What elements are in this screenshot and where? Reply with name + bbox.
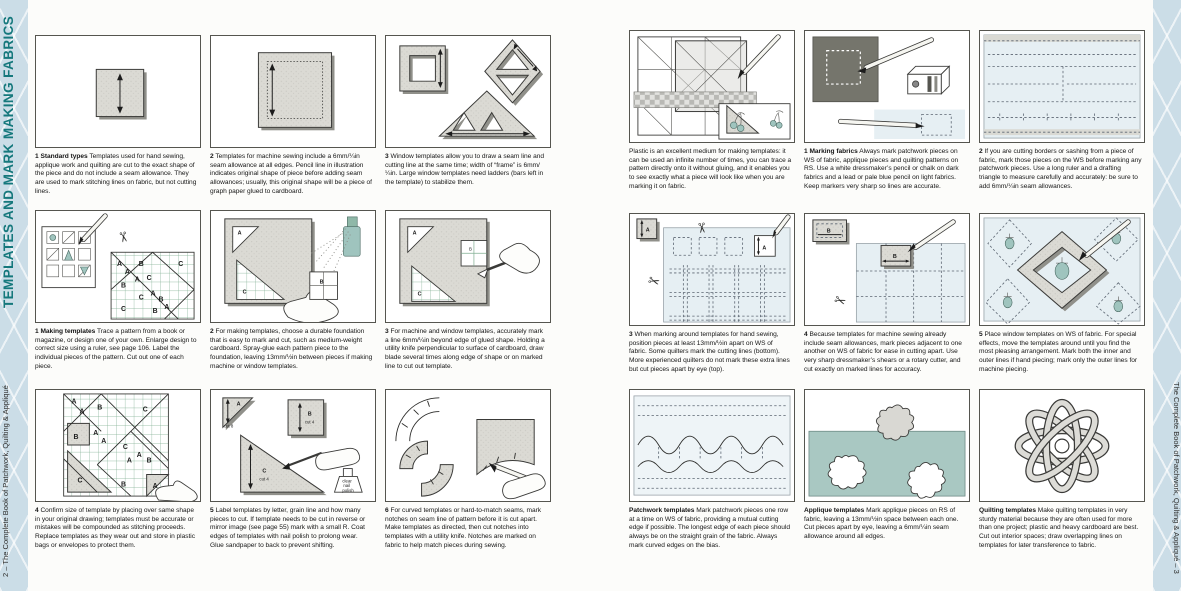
pencil-sharpener-icon (908, 66, 949, 94)
svg-text:C: C (138, 294, 144, 302)
svg-text:B: B (138, 261, 144, 269)
panel-machine-sewing-marking (804, 213, 970, 389)
caption: Plastic is an excellent medium for making templates: it can be used an infinite number of times, you can trace a pattern directly onto it without gluing, and it enables you to see exactly what a piece will look like when you are marking it on fabric. (629, 148, 792, 190)
svg-text:B: B (120, 481, 126, 489)
caption: 5 Place window templates on WS of fabric. For special effects, move the templates around until you find the most pleasing arrangement. Mark both the inner and outer lines if hand piecing; mark only the outer lines for machine piecing. (979, 331, 1138, 373)
svg-text:A: A (645, 227, 650, 234)
caption: 3 For machine and window templates, accurately mark a line 6mm/¼in beyond edge of glued shape. Holding a utility knife perpendicular to surface of cardboard, draw blade several times along edge of shape or on marked line to cut out template. (385, 328, 545, 370)
series-title: The Complete Book of Patchwork, Quilting & Appliqué (1, 385, 10, 565)
caption: 3 Window templates allow you to draw a seam line and cutting line at the same time; width of “frame” is 6mm/¼in. Large window templates need ladders (bars left in the template) to stabilize them. (385, 153, 544, 187)
svg-text:A: A (136, 451, 142, 459)
panel-marking-fabrics (804, 30, 970, 213)
svg-text:A: A (164, 304, 170, 312)
hand-icon (503, 474, 546, 499)
svg-text:B: B (319, 279, 324, 286)
series-title: The Complete Book of Patchwork, Quilting & Appliqué (1172, 382, 1181, 562)
svg-text:A: A (152, 483, 158, 491)
svg-text:C: C (262, 468, 267, 475)
caption: 6 For curved templates or hard-to-match seams, mark notches on seam line of pattern before it is cut apart. Make templates as directed, then cut notches into templates with a utility knife. Notches are marked on fabric to help match pieces during sewing. (385, 507, 542, 549)
svg-text:B: B (146, 457, 152, 465)
svg-text:B: B (468, 246, 472, 252)
panel-machine-templates (210, 35, 376, 210)
svg-text:B: B (158, 296, 164, 304)
caption: 5 Label templates by letter, grain line and how many pieces to cut. If template needs to be cut in reverse or mirror image (see page 55) mark with a small R. Coat edges of templates with nail polish to prolong wear. Glue sandpaper to back to prevent shifting. (210, 507, 366, 549)
svg-text:C: C (417, 291, 422, 298)
figure-utility-knife (385, 210, 551, 323)
svg-text:A: A (236, 401, 241, 408)
celtic-knot-icon (1019, 403, 1106, 489)
panel-quilting-templates (979, 389, 1145, 551)
svg-text:A: A (101, 438, 107, 446)
figure-label-templates (210, 389, 376, 502)
figure-spray-glue (210, 210, 376, 323)
svg-text:A: A (117, 261, 122, 269)
caption: 4 Confirm size of template by placing over same shape in your original drawing; templates must be accurate or mistakes will be compounded as stitching proceeds. Replace templates as they wear out and store in plastic bags or envelopes to protect them. (35, 507, 195, 549)
hand-icon (500, 243, 540, 273)
svg-text:A: A (412, 230, 417, 237)
svg-text:C: C (178, 261, 184, 269)
panel-cut-template (385, 210, 551, 389)
panel-confirm-size (35, 389, 201, 551)
svg-text:C: C (77, 477, 83, 485)
svg-text:A: A (126, 457, 132, 465)
figure-marking-fabrics (804, 30, 970, 143)
figure-borders-sashing (979, 30, 1145, 143)
panel-window-templates (385, 35, 551, 210)
figure-confirm-size (35, 389, 201, 502)
caption: Quilting templates Make quilting templates in very sturdy material because they are often used for more than one project; plastic and heavy cardboard are best. Cut out interior spaces; draw overlapping lines on templates for later transference to fabric. (979, 507, 1139, 549)
svg-text:C: C (122, 443, 128, 451)
scissors-icon: ✂ (113, 229, 132, 245)
panel-glue-foundation (210, 210, 376, 389)
panel-standard-types (35, 35, 201, 210)
svg-text:polish: polish (342, 488, 354, 494)
svg-text:cut 8: cut 8 (223, 423, 234, 429)
svg-text:C: C (142, 406, 148, 414)
scissors-icon: ✂ (831, 291, 849, 311)
svg-text:A: A (93, 430, 99, 438)
svg-text:clear: clear (342, 478, 352, 484)
figure-plastic-template (629, 30, 795, 143)
svg-text:A: A (124, 268, 130, 276)
svg-text:B: B (73, 434, 79, 442)
svg-text:A: A (150, 290, 156, 298)
svg-text:B: B (152, 308, 158, 316)
figure-window-on-fabric (979, 213, 1145, 326)
svg-text:B: B (97, 404, 103, 412)
svg-text:B: B (826, 228, 831, 235)
panel-curved-templates (385, 389, 551, 551)
svg-text:A: A (79, 408, 85, 416)
caption: 2 For making templates, choose a durable foundation that is easy to mark and cut, such as medium-weight cardboard. Spray-glue each pattern piece to the foundation, leaving 13mm/½in between pieces if making machine or window templates. (210, 328, 373, 370)
panel-window-on-fabric (979, 213, 1145, 389)
svg-text:A: A (237, 230, 242, 237)
caption: Applique templates Mark applique pieces on RS of fabric, leaving a 13mm/½in space between each one. Cut pieces apart by eye, leaving a 6mm/¼in seam allowance around all edges. (804, 507, 959, 541)
caption: 2 If you are cutting borders or sashing from a piece of fabric, mark those pieces on the WS before marking any patchwork pieces. Use a long ruler and a drafting triangle to measure carefully and accurately: be sure to add 6mm/¼in seam allowances. (979, 148, 1142, 190)
left-page-number: 2 (1, 572, 10, 577)
svg-text:B: B (120, 282, 126, 290)
figure-machine-template (210, 35, 376, 148)
figure-hand-sewing-marking (629, 213, 795, 326)
right-page-footer: The Complete Book of Patchwork, Quilting & Appliqué – 3 (1172, 382, 1181, 574)
scissors-icon: ✂ (692, 221, 710, 235)
caption: 1 Making templates Trace a pattern from a book or magazine, or design one of your own. Enlarge design to correct size using a ruler, see page 106. Label the individual pieces of the pattern. Cut out one of each piece. (35, 328, 197, 370)
figure-applique-leaves (804, 389, 970, 502)
spray-can-icon (310, 217, 360, 272)
caption: 2 Templates for machine sewing include a 6mm/¼in seam allowance at all edges. Pencil line in illustration indicates original shape of piece before adding seam allowances; usually, this original shape will be a piece of graph paper glued to cardboard. (210, 153, 372, 195)
svg-text:B: B (892, 254, 897, 261)
figure-trace-pattern (35, 210, 201, 323)
caption: Patchwork templates Mark patchwork pieces one row at a time on WS of fabric, providing a mutual cutting edge if possible. The longest edge of each piece should always be on the straight grain of the fabric. Always mark curved edges on the bias. (629, 507, 790, 549)
chapter-title: TEMPLATES AND MARK MAKING FABRICS (1, 15, 16, 308)
svg-text:cut 4: cut 4 (259, 476, 269, 482)
figure-curved-templates (385, 389, 551, 502)
caption: 1 Marking fabrics Always mark patchwork pieces on WS of fabric, applique pieces and quilting patterns on RS. Use a white dressmaker’s pencil or chalk on dark fabrics and a lead or pale blue pencil on light fabrics. Keep markers very sharp so lines are accurate. (804, 148, 959, 190)
svg-text:C: C (146, 274, 152, 282)
svg-text:nail: nail (343, 483, 351, 489)
right-page (629, 30, 1145, 551)
panel-making-templates (35, 210, 201, 389)
figure-machine-sewing-marking (804, 213, 970, 326)
svg-text:A: A (71, 398, 77, 406)
panel-applique-templates (804, 389, 970, 551)
panel-hand-sewing-marking (629, 213, 795, 389)
caption: 3 When marking around templates for hand sewing, position pieces at least 13mm/½in apart on WS of fabric. Some quilters mark the cutting lines (bottom). More experienced quilters do not mark these extra lines but cut pieces apart by eye (top). (629, 331, 790, 373)
svg-text:C: C (120, 306, 126, 314)
panel-borders-sashing (979, 30, 1145, 213)
left-page-footer: 2 – The Complete Book of Patchwork, Quilting & Appliqué (1, 385, 10, 577)
svg-text:cut 4: cut 4 (304, 419, 315, 425)
left-page (35, 35, 551, 551)
panel-patchwork-templates (629, 389, 795, 551)
caption: 1 Standard types Templates used for hand sewing, applique work and quilting are cut to the exact shape of the piece and do not include a seam allowance. They are used to mark stitching lines on fabric, but not cutting lines. (35, 153, 197, 195)
nail-polish-bottle-icon (334, 469, 362, 494)
right-page-number: 3 (1172, 569, 1181, 574)
figure-celtic-knot (979, 389, 1145, 502)
svg-text:A: A (134, 276, 140, 284)
caption: 4 Because templates for machine sewing already include seam allowances, mark pieces adjacent to one another on WS of fabric for ease in cutting apart. Use very sharp dressmaker’s shears or a rotary cutter, and cut exactly on marked lines for accuracy. (804, 331, 962, 373)
panel-label-templates (210, 389, 376, 551)
figure-patchwork-border (629, 389, 795, 502)
svg-text:C: C (242, 289, 247, 296)
scissors-icon: ✂ (645, 272, 662, 292)
panel-plastic-templates (629, 30, 795, 213)
svg-text:B: B (307, 411, 312, 418)
hand-icon (316, 448, 360, 470)
svg-text:A: A (762, 245, 767, 252)
figure-standard-template (35, 35, 201, 148)
figure-window-templates (385, 35, 551, 148)
